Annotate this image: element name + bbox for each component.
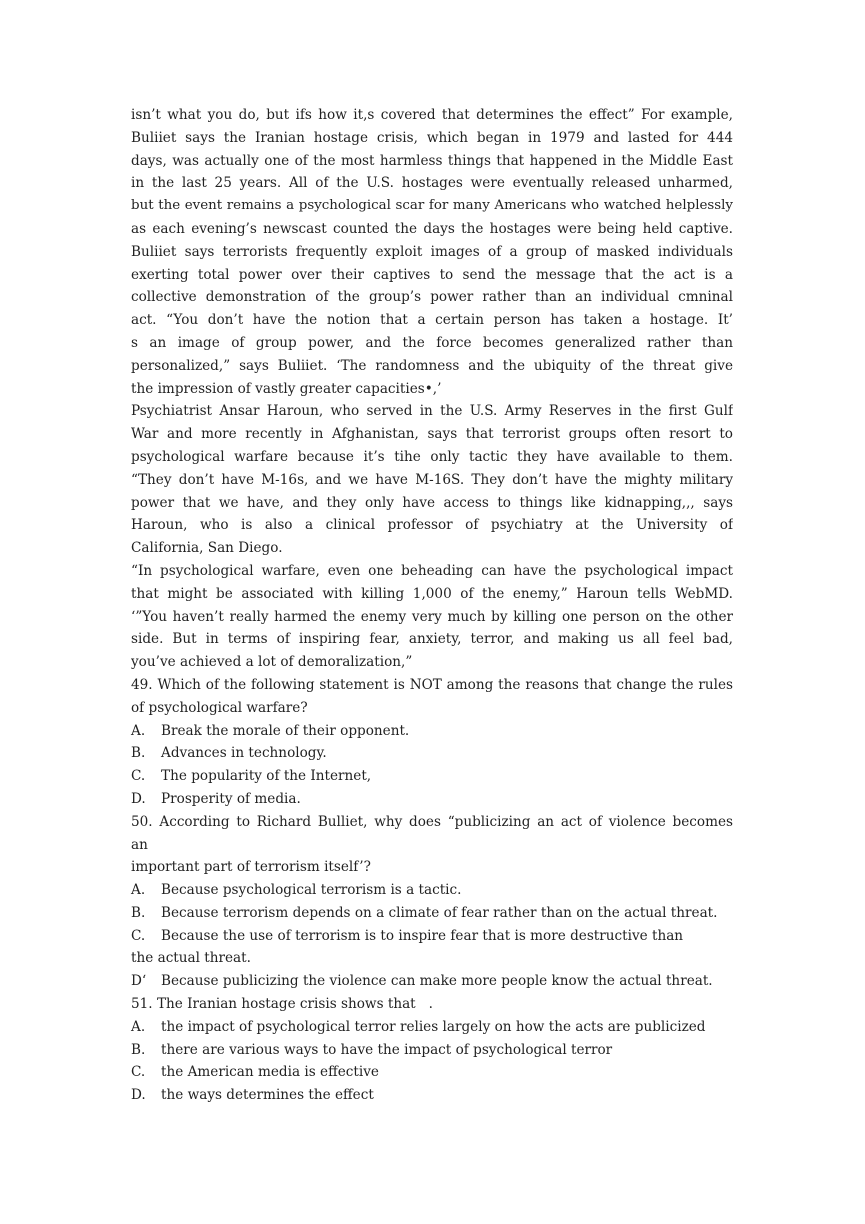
option-text: Because terrorism depends on a climate of fear rather than on the actual threat. (161, 904, 718, 921)
option-text: Because psychological terrorism is a tactic. (161, 882, 462, 899)
option-text: the ways determines the effect (161, 1087, 374, 1104)
option-text: Break the morale of their opponent. (161, 722, 410, 739)
passage-line: collective demonstration of the group’s power rather than an individual cmninal (131, 289, 733, 306)
option-49-c (131, 765, 733, 788)
option-letter: A. (131, 882, 146, 899)
option-51-d (131, 1084, 733, 1107)
passage-line: isn’t what you do, but ifs how it,s covered that determines the effect” For example, (131, 107, 733, 123)
option-letter: B. (131, 1041, 146, 1058)
passage-line: Psychiatrist Ansar Haroun, who served in the U.S. Army Reserves in the first Gulf (131, 403, 733, 420)
question-stem: important part of terrorism itself’? (131, 859, 371, 876)
question-49 (131, 674, 733, 811)
passage-line: Haroun, who is also a clinical professor of psychiatry at the University of (131, 517, 733, 534)
passage-line: in the last 25 years. All of the U.S. hostages were eventually released unharmed, (131, 175, 733, 192)
passage-line: that might be associated with killing 1,000 of the enemy,” Haroun tells WebMD. (131, 585, 733, 602)
option-50-a (131, 879, 733, 902)
option-49-b (131, 742, 733, 765)
option-letter: D‘ (131, 973, 147, 990)
question-51 (131, 993, 733, 1107)
option-51-b (131, 1039, 733, 1062)
option-51-a (131, 1016, 733, 1039)
option-letter: A. (131, 722, 146, 739)
option-letter: D. (131, 1087, 146, 1104)
option-51-c (131, 1061, 733, 1084)
option-text: The popularity of the Internet, (161, 768, 372, 785)
option-text: Prosperity of media. (161, 790, 301, 807)
passage-line: California, San Diego. (131, 540, 283, 557)
passage-line: Buliiet says the Iranian hostage crisis, which began in 1979 and lasted for 444 (131, 129, 733, 146)
question-stem: of psychological warfare? (131, 699, 308, 716)
option-49-d (131, 788, 733, 811)
passage-line: personalized,” says Buliiet. ‘The randomness and the ubiquity of the threat give (131, 357, 733, 374)
option-letter: C. (131, 1064, 146, 1081)
passage-line: exerting total power over their captives to send the message that the act is a (131, 266, 733, 283)
option-50-c-continued (131, 947, 733, 970)
passage-line: Buliiet says terrorists frequently exploit images of a group of masked individuals (131, 243, 733, 260)
option-text: the actual threat. (131, 950, 251, 967)
passage-line: psychological warfare because it’s tihe only tactic they have available to them. (131, 448, 733, 465)
question-50 (131, 811, 733, 993)
option-50-b (131, 902, 733, 925)
option-50-c (131, 925, 733, 948)
question-stem: 50. According to Richard Bulliet, why does “publicizing an act of violence becomes (131, 813, 733, 830)
option-letter: B. (131, 745, 146, 762)
passage-line: the impression of vastly greater capacities•,’ (131, 380, 442, 397)
passage-line: s an image of group power, and the force becomes generalized rather than (131, 334, 733, 351)
question-stem: 49. Which of the following statement is NOT among the reasons that change the rules (131, 676, 733, 693)
passage-line: “In psychological warfare, even one beheading can have the psychological impact (131, 562, 733, 579)
option-text: Because publicizing the violence can make more people know the actual threat. (161, 973, 713, 990)
passage-line: act. “You don’t have the notion that a certain person has taken a hostage. It’ (131, 312, 733, 329)
passage-line: but the event remains a psychological scar for many Americans who watched helplessly (131, 198, 733, 214)
option-letter: C. (131, 927, 146, 944)
passage-line: side. But in terms of inspiring fear, anxiety, terror, and making us all feel bad, (131, 631, 733, 648)
question-stem: 51. The Iranian hostage crisis shows that . (131, 996, 433, 1013)
option-letter: C. (131, 768, 146, 785)
option-text: Advances in technology. (161, 745, 327, 762)
option-49-a (131, 720, 733, 743)
passage-line: days, was actually one of the most harmless things that happened in the Middle East (131, 152, 733, 169)
option-text: the American media is effective (161, 1064, 379, 1081)
document-page (131, 104, 733, 1107)
passage-line: as each evening’s newscast counted the days the hostages were being held captive. (131, 220, 733, 237)
passage-line: “They don’t have M-16s, and we have M-16S. They don’t have the mighty military (131, 471, 733, 488)
question-stem: an (131, 836, 148, 853)
passage-line: you’ve achieved a lot of demoralization,” (131, 654, 413, 671)
option-text: the impact of psychological terror relies largely on how the acts are publicized (161, 1018, 706, 1035)
passage-line: power that we have, and they only have access to things like kidnapping,,, says (131, 494, 733, 511)
option-text: Because the use of terrorism is to inspire fear that is more destructive than (161, 927, 684, 944)
passage-line: ‘”You haven’t really harmed the enemy very much by killing one person on the other (131, 608, 733, 625)
option-letter: A. (131, 1018, 146, 1035)
option-50-d (131, 970, 733, 993)
option-letter: D. (131, 790, 146, 807)
passage (131, 104, 733, 674)
option-letter: B. (131, 904, 146, 921)
passage-line: War and more recently in Afghanistan, says that terrorist groups often resort to (131, 426, 733, 443)
option-text: there are various ways to have the impact of psychological terror (161, 1041, 613, 1058)
